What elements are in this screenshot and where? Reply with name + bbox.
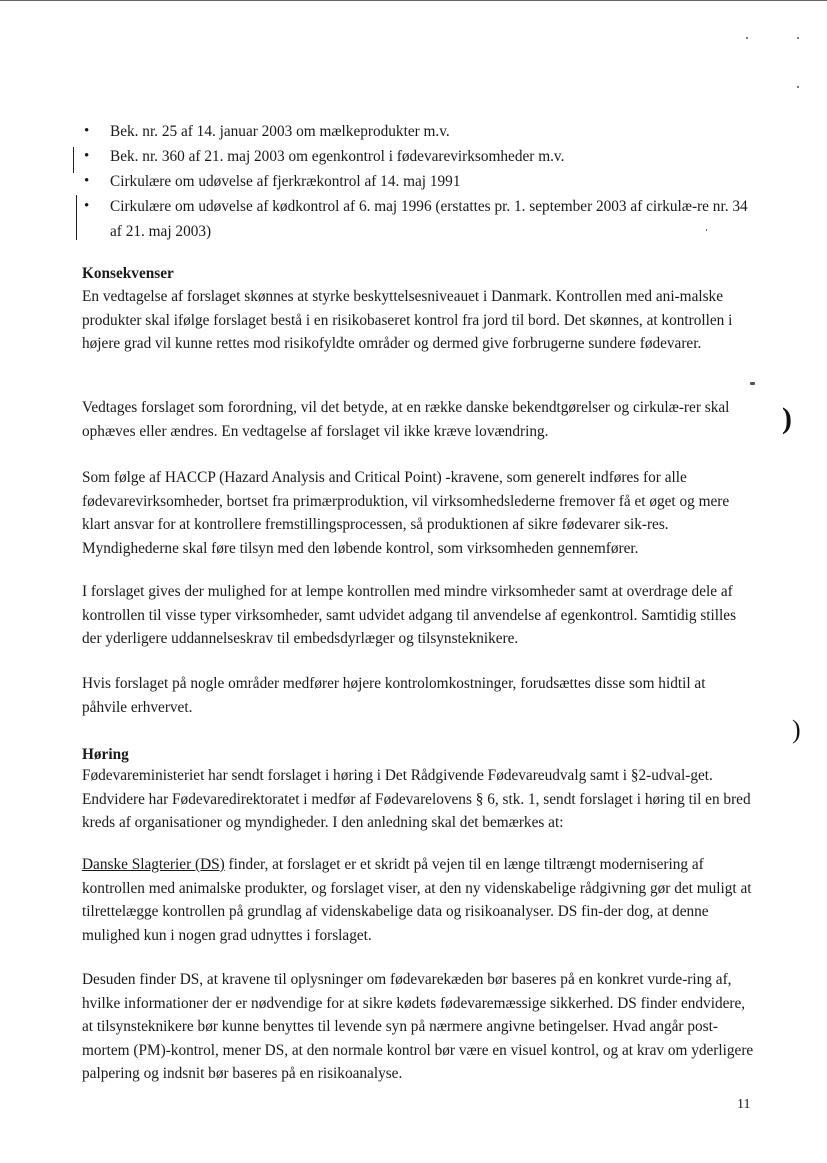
paragraph: En vedtagelse af forslaget skønnes at styrke beskyttelsesniveauet i Danmark. Kontrollen med ani-malske produkter skal ifølge forslaget bestå i en risikobaseret kontrol fra jord til bord. Det skønnes, at kontrollen i højere grad vil kunne rettes mod risikofyldte områder og dermed give forbrugerne sundere fødevarer.	[82, 288, 733, 352]
paragraph: I forslaget gives der mulighed for at lempe kontrollen med mindre virksomheder samt at overdrage dele af kontrollen til visse typer virksomheder, samt udvidet adgang til anvendelse af egenkontrol. Samtidig stilles der yderligere uddannelseskrav til embedsdyrlæger og tilsynsteknikere.	[82, 583, 737, 647]
change-bar	[76, 195, 77, 240]
margin-mark: )	[792, 715, 801, 744]
list-item: • Bek. nr. 25 af 14. januar 2003 om mælkeprodukter m.v.	[82, 119, 762, 144]
organization-name: Danske Slagterier (DS)	[82, 856, 225, 873]
top-rule	[0, 0, 827, 1]
list-item: • Cirkulære om udøvelse af kødkontrol af 6. maj 1996 (erstattes pr. 1. september 2003 af cirkulæ-re nr. 34 af 21. maj 2003)	[82, 194, 762, 244]
paragraph: Fødevareministeriet har sendt forslaget i høring i Det Rådgivende Fødevareudvalg samt i §2-udval-get. Endvidere har Fødevaredirektoratet i medfør af Fødevarelovens § 6, stk. 1, sendt forslaget i høring til en bred kreds af organisationer og myndigheder. I den anledning skal det bemærkes at:	[82, 767, 751, 831]
scan-speck	[746, 37, 748, 39]
section-heading-horing: Høring	[82, 746, 129, 763]
scan-speck	[706, 229, 707, 231]
reference-list	[82, 119, 762, 244]
scan-speck	[750, 382, 755, 385]
paragraph: Vedtages forslaget som forordning, vil det betyde, at en række danske bekendtgørelser og cirkulæ-rer skal ophæves eller ændres. En vedtagelse af forslaget vil ikke kræve lovændring.	[82, 399, 730, 440]
paragraph: Hvis forslaget på nogle områder medfører højere kontrolomkostninger, forudsættes disse som hidtil at påhvile erhvervet.	[82, 675, 706, 716]
paragraph: Desuden finder DS, at kravene til oplysninger om fødevarekæden bør baseres på en konkret vurde-ring af, hvilke informationer der er nødvendige for at sikre kødets fødevaremæssige sikkerhed. DS finder endvidere, at tilsynsteknikere bør kunne benyttes til levende syn på nærmere angivne betingelser. Hvad angår post-mortem (PM)-kontrol, mener DS, at den normale kontrol bør være en visuel kontrol, og at krav om yderligere palpering og indsnit bør baseres på en risikoanalyse.	[82, 971, 754, 1082]
page-number: 11	[737, 1097, 751, 1112]
paragraph	[82, 853, 754, 947]
paragraph-text: finder, at forslaget er et skridt på vejen til en længe tiltrængt modernisering af kontrollen med animalske produkter, og forslaget viser, at den ny videnskabelige rådgivning gør det muligt at tilrettelægge kontrollen på grundlag af videnskabelige data og risikoanalyser. DS fin-der dog, at denne mulighed kun i nogen grad udnyttes i forslaget.	[82, 856, 752, 944]
list-item: • Bek. nr. 360 af 21. maj 2003 om egenkontrol i fødevarevirksomheder m.v.	[82, 144, 762, 169]
change-bar	[73, 147, 74, 173]
section-heading-konsekvenser: Konsekvenser	[82, 265, 174, 282]
list-item: • Cirkulære om udøvelse af fjerkrækontrol af 14. maj 1991	[82, 169, 762, 194]
scan-speck	[797, 86, 799, 88]
scan-speck	[797, 37, 799, 39]
paragraph: Som følge af HACCP (Hazard Analysis and Critical Point) -kravene, som generelt indføres for alle fødevarevirksomheder, bortset fra primærproduktion, vil virksomhedslederne fremover få et øget og mere klart ansvar for at kontrollere fremstillingsprocessen, så produktionen af sikre fødevarer sik-res. Myndighederne skal føre tilsyn med den løbende kontrol, som virksomheden gennemfører.	[82, 469, 730, 557]
margin-mark: )	[782, 402, 792, 435]
